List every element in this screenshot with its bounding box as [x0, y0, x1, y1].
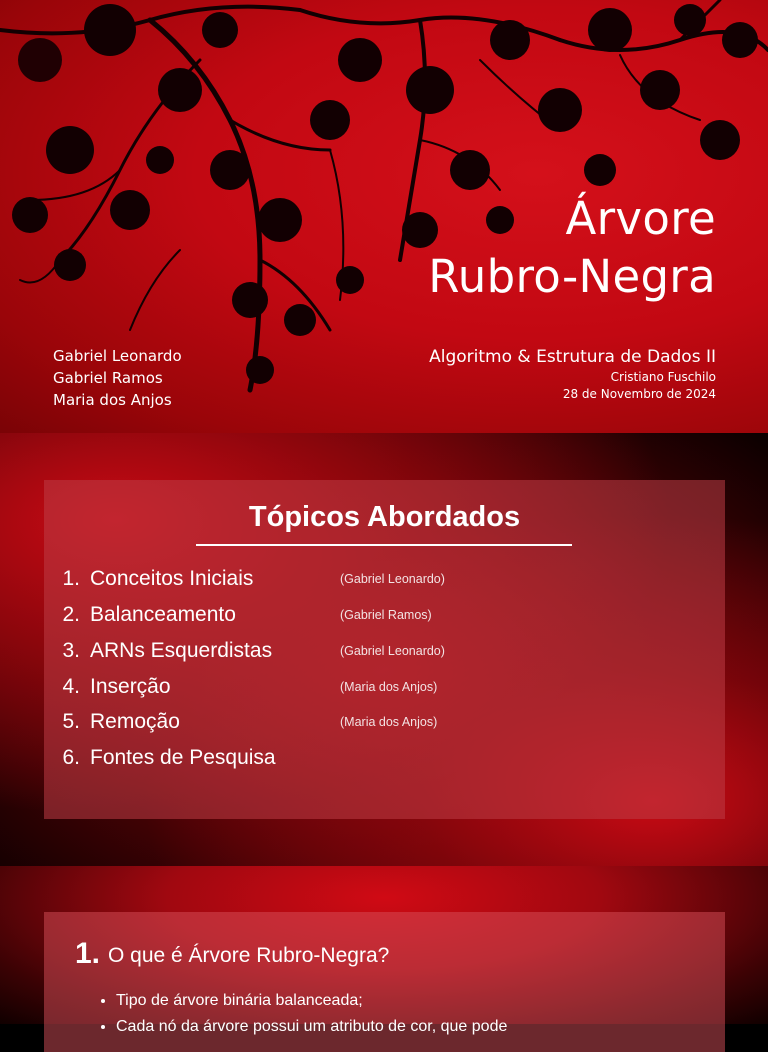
topic-label: Fontes de Pesquisa	[90, 746, 276, 769]
topic-item	[44, 670, 725, 706]
concepts-card	[44, 912, 725, 1052]
topic-author: (Gabriel Leonardo)	[340, 572, 445, 586]
topic-label: Remoção	[90, 710, 180, 733]
concept-bullets	[96, 988, 507, 1040]
topic-item	[44, 741, 725, 777]
concepts-slide	[0, 866, 768, 1035]
topic-author: (Maria dos Anjos)	[340, 715, 438, 729]
course-name: Algoritmo & Estrutura de Dados II	[429, 347, 716, 367]
author-name: Gabriel Leonardo	[53, 347, 182, 365]
topic-label: ARNs Esquerdistas	[90, 639, 273, 662]
author-name: Gabriel Ramos	[53, 369, 163, 387]
section-number: 1.	[75, 937, 101, 970]
section-question: O que é Árvore Rubro-Negra?	[108, 944, 390, 967]
topic-number: 3.	[62, 639, 80, 662]
presentation-title	[428, 190, 716, 306]
topic-label: Conceitos Iniciais	[90, 567, 254, 590]
author-name: Maria dos Anjos	[53, 391, 172, 409]
topic-author: (Gabriel Ramos)	[340, 608, 432, 622]
topic-number: 2.	[62, 603, 80, 626]
professor-name: Cristiano Fuschilo	[610, 370, 716, 384]
topic-number: 5.	[62, 710, 80, 733]
authors-list	[53, 345, 182, 411]
topic-label: Inserção	[90, 675, 171, 698]
bullet-item: • Cada nó da árvore possui um atributo de cor, que pode	[116, 1014, 507, 1040]
topic-item	[44, 634, 725, 670]
topic-number: 6.	[62, 746, 80, 769]
presentation-date: 28 de Novembro de 2024	[562, 387, 716, 401]
topic-author: (Gabriel Leonardo)	[340, 644, 445, 658]
topic-item	[44, 598, 725, 634]
topics-slide	[0, 433, 768, 866]
topic-label: Balanceamento	[90, 603, 236, 626]
topics-heading: Tópicos Abordados	[248, 501, 521, 533]
title-line-2: Rubro-Negra	[428, 250, 716, 303]
topic-item	[44, 562, 725, 598]
topic-item	[44, 705, 725, 741]
heading-underline	[196, 544, 572, 546]
title-slide	[0, 0, 768, 433]
topic-number: 1.	[62, 567, 80, 590]
topic-author: (Maria dos Anjos)	[340, 680, 438, 694]
topics-card	[44, 480, 725, 819]
bullet-item: • Tipo de árvore binária balanceada;	[116, 988, 507, 1014]
course-info	[429, 345, 716, 403]
topic-number: 4.	[62, 675, 80, 698]
title-line-1: Árvore	[565, 192, 716, 245]
